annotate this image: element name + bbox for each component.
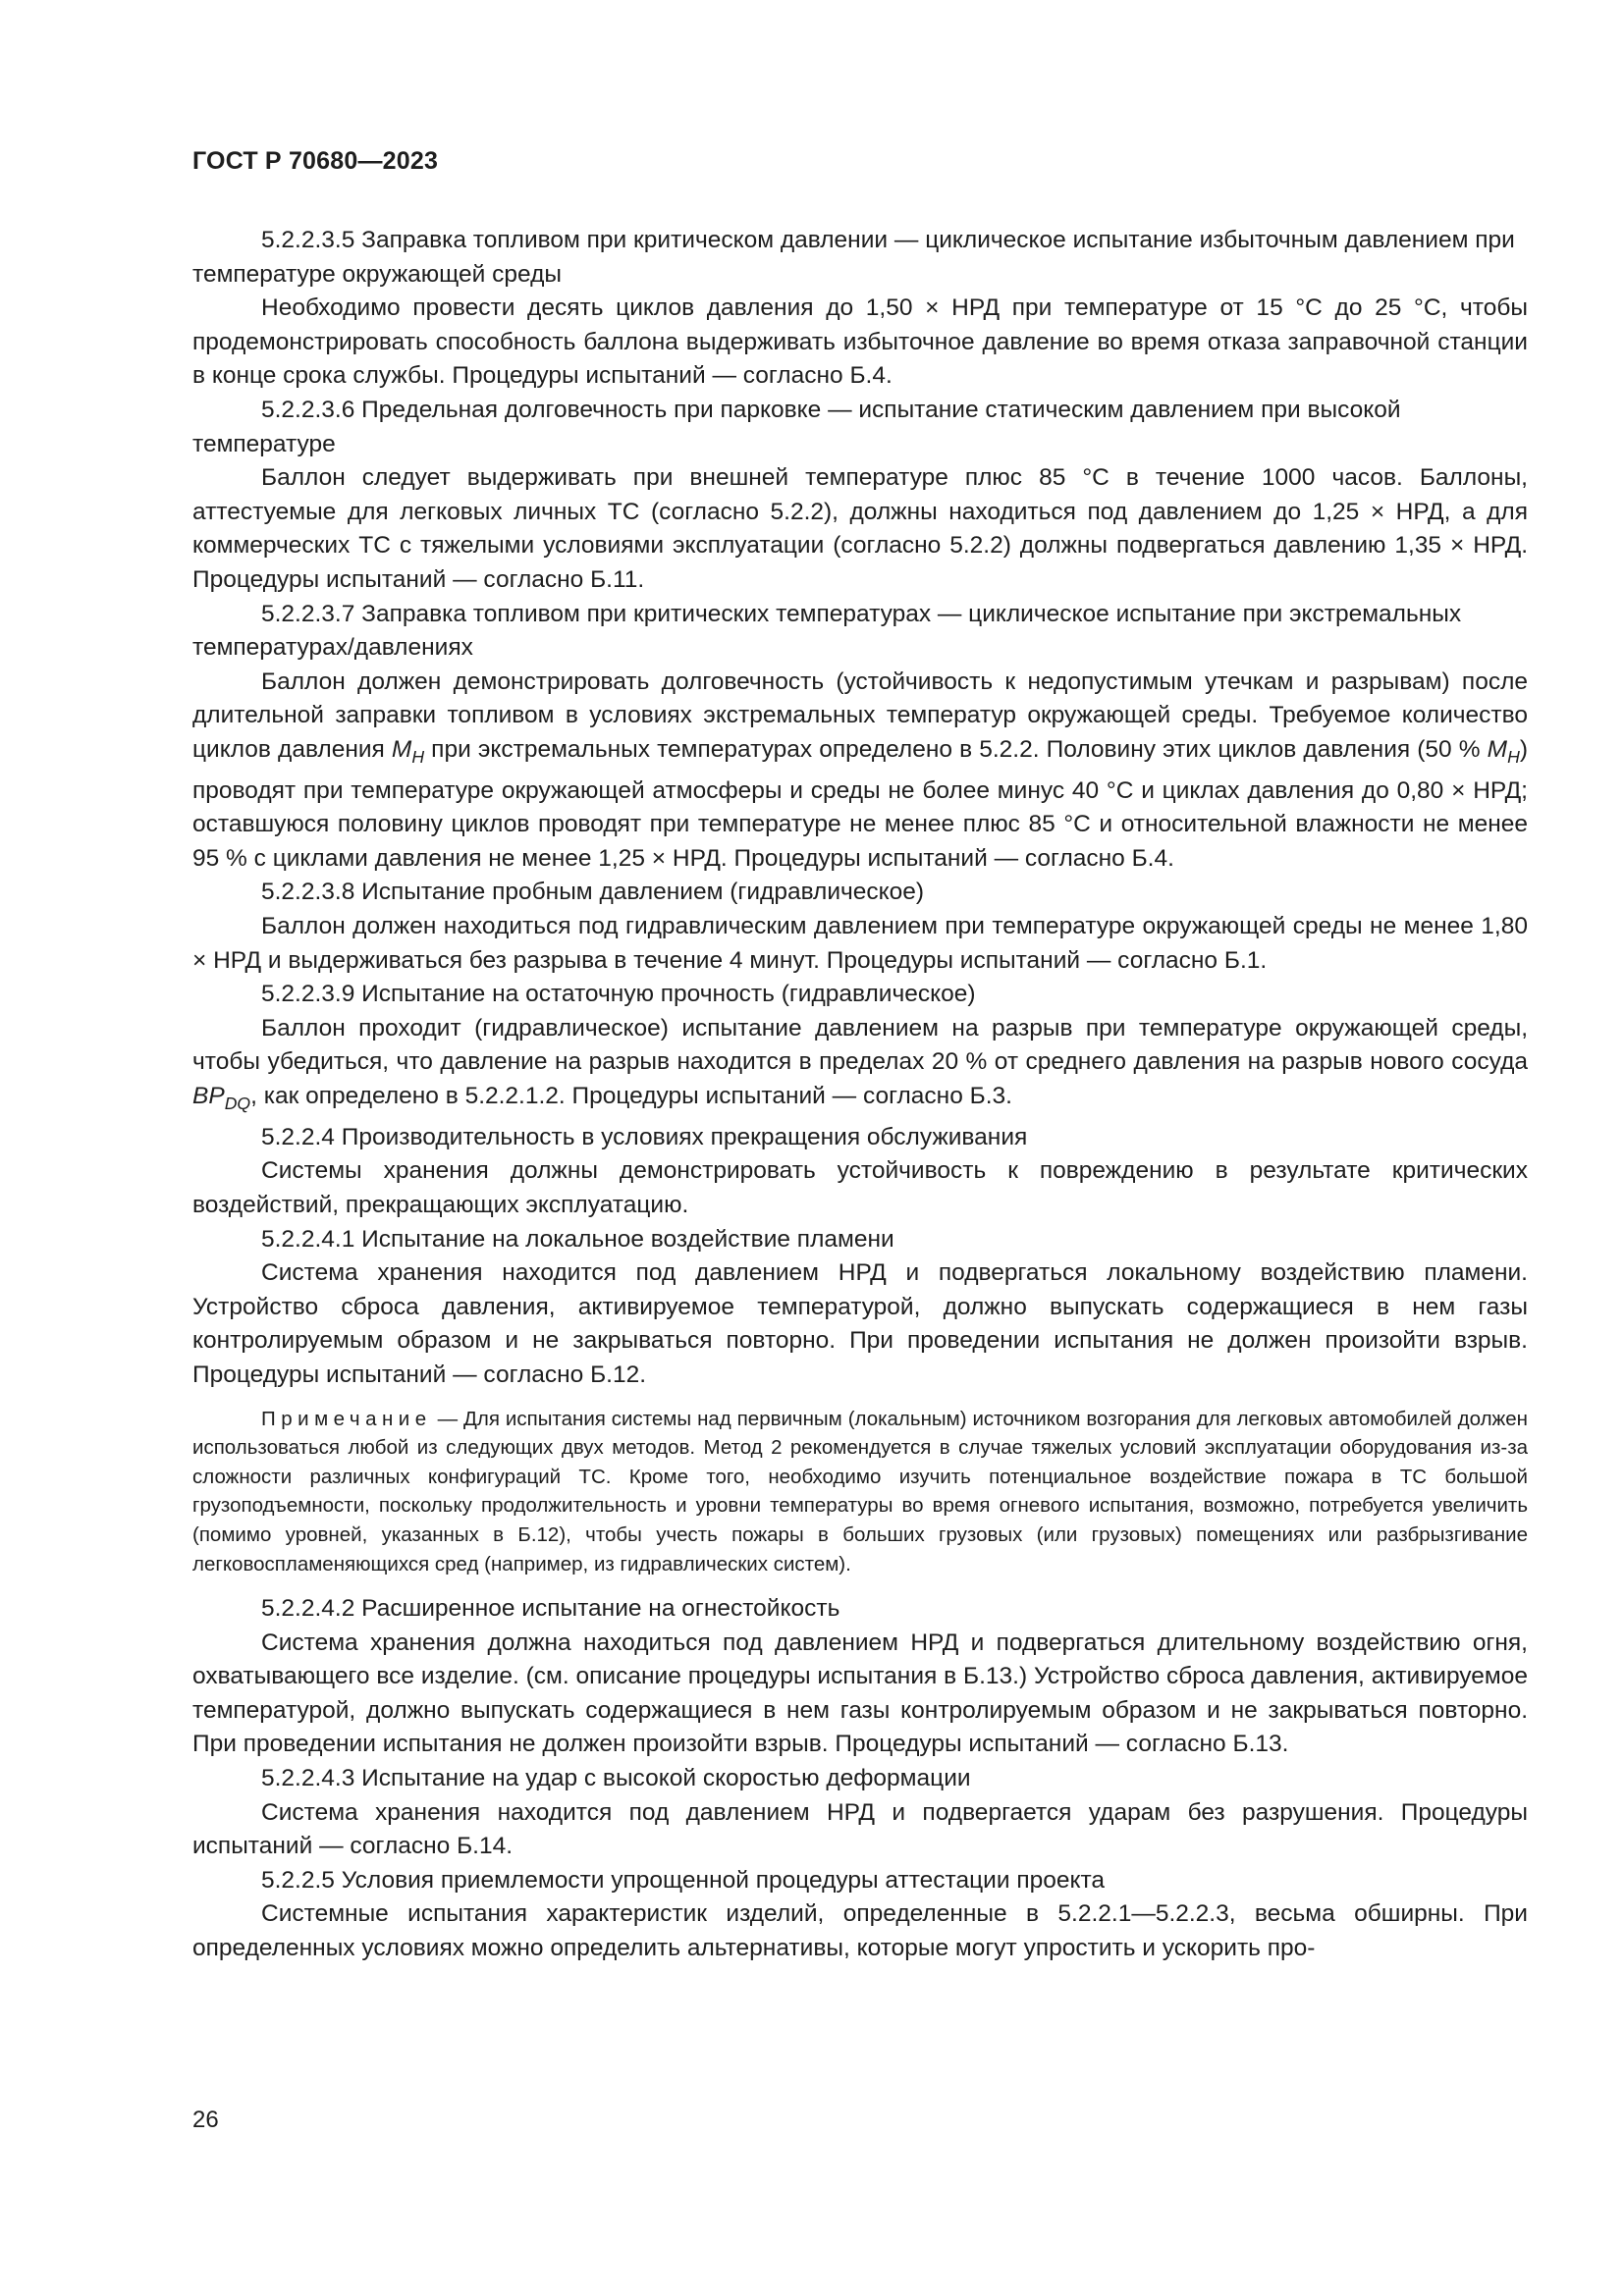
body-paragraph: Баллон следует выдерживать при внешней температуре плюс 85 °С в течение 1000 часов. Баллоны, аттестуемые для легковых личных ТС (согласно 5.2.2), должны находиться под давлением до 1,25 × НРД, а для коммерческих ТС с тяжелыми условиями эксплуатации (согласно 5.2.2) должны подвергаться давлению 1,35 × НРД. Процедуры испытаний — согласно Б.11. [192,464,1528,593]
body-paragraph: Система хранения должна находиться под давлением НРД и подвергаться длительному воздействию огня, охватывающего все изделие. (см. описание процедуры испытания в Б.13.) Устройство сброса давления, активируемое температурой, должно выпускать содержащиеся в нем газы контролируемым образом и не закрываться повторно. При проведении испытания не должен произойти взрыв. Процедуры испытаний — согласно Б.13. [192,1629,1528,1758]
subscript-h: H [1507,747,1520,768]
text-run: при экстремальных температурах определено в 5.2.2. Половину этих циклов давления (50 % [424,735,1488,763]
section-heading: 5.2.2.3.5 Заправка топливом при критическом давлении — циклическое испытание избыточным давлением при температуре окружающей среды [192,227,1515,288]
symbol-m: M [1487,735,1508,763]
symbol-bp: BP [192,1083,225,1110]
subscript-dq: DQ [224,1094,251,1114]
text-run: , как определено в 5.2.2.1.2. Процедуры испытаний — согласно Б.3. [250,1083,1012,1110]
note-text: — Для испытания системы над первичным (локальным) источником возгорания для легковых автомобилей должен использоваться любой из следующих двух методов. Метод 2 рекомендуется в случае тяжелых условий эксплуатации оборудования из-за сложности различных конфигураций ТС. Кроме того, необходимо изучить потенциальное воздействие пожара в ТС большой грузоподъемности, поскольку продолжительность и уровни температуры во время огневого испытания, возможно, потребуется увеличить (помимо уровней, указанных в Б.12), чтобы учесть пожары в больших грузовых (или грузовых) помещениях или разбрызгивание легковоспламеняющихся сред (например, из гидравлических систем). [192,1407,1528,1575]
body-paragraph: Система хранения находится под давлением НРД и подвергается ударам без разрушения. Процедуры испытаний — согласно Б.14. [192,1798,1528,1860]
body-paragraph: Система хранения находится под давлением НРД и подвергаться локальному воздействию пламени. Устройство сброса давления, активируемое температурой, должно выпускать содержащиеся в нем газы контролируемым образом и не закрываться повторно. При проведении испытания не должен произойти взрыв. Процедуры испытаний — согласно Б.12. [192,1259,1528,1388]
body-paragraph: Баллон должен находиться под гидравлическим давлением при температуре окружающей среды не менее 1,80 × НРД и выдерживаться без разрыва в течение 4 минут. Процедуры испытаний — согласно Б.1. [192,913,1528,974]
subscript-h: H [411,747,425,768]
section-heading: 5.2.2.3.7 Заправка топливом при критических температурах — циклическое испытание при экстремальных температурах/давлениях [192,600,1462,662]
body-paragraph [192,1012,1528,1121]
note-label: Примечание [261,1407,432,1430]
section-heading: 5.2.2.3.9 Испытание на остаточную прочность (гидравлическое) [261,981,976,1008]
body-paragraph: Необходимо провести десять циклов давления до 1,50 × НРД при температуре от 15 °С до 25 °С, чтобы продемонстрировать способность баллона выдерживать избыточное давление во время отказа заправочной станции в конце срока службы. Процедуры испытаний — согласно Б.4. [192,294,1528,390]
page-number: 26 [192,2107,219,2133]
section-heading: 5.2.2.4.1 Испытание на локальное воздействие пламени [261,1225,894,1253]
text-run: ) проводят при температуре окружающей атмосферы и среды не более минус 40 °С и циклах давления до 0,80 × НРД; оставшуюся половину циклов проводят при температуре не менее плюс 85 °С и относительной влажности не менее 95 % с циклами давления не менее 1,25 × НРД. Процедуры испытаний — согласно Б.4. [192,735,1528,872]
section-heading: 5.2.2.4.2 Расширенное испытание на огнестойкость [261,1595,840,1623]
body-paragraph [192,666,1528,877]
symbol-m: M [391,735,412,763]
body-paragraph: Системные испытания характеристик изделий, определенные в 5.2.2.1—5.2.2.3, весьма обширны. При определенных условиях можно определить альтернативы, которые могут упростить и ускорить про- [192,1900,1528,1962]
note-paragraph [192,1405,1528,1579]
section-heading: 5.2.2.3.8 Испытание пробным давлением (гидравлическое) [261,879,925,906]
section-heading: 5.2.2.4.3 Испытание на удар с высокой скоростью деформации [261,1765,971,1792]
section-heading: 5.2.2.3.6 Предельная долговечность при парковке — испытание статическим давлением при высокой температуре [192,396,1401,457]
text-run: Баллон должен демонстрировать долговечность (устойчивость к недопустимым утечкам и разрывам) после длительной заправки топливом в условиях экстремальных температур окружающей среды. Требуемое количество циклов давления [192,667,1528,763]
document-body [192,224,1528,1966]
section-heading: 5.2.2.5 Условия приемлемости упрощенной процедуры аттестации проекта [261,1866,1106,1894]
section-heading: 5.2.2.4 Производительность в условиях прекращения обслуживания [261,1123,1028,1150]
text-run: Баллон проходит (гидравлическое) испытание давлением на разрыв при температуре окружающей среды, чтобы убедиться, что давление на разрыв находится в пределах 20 % от среднего давления на разрыв нового сосуда [192,1014,1528,1076]
document-header: ГОСТ Р 70680—2023 [192,147,439,175]
body-paragraph: Системы хранения должны демонстрировать устойчивость к повреждению в результате критических воздействий, прекращающих эксплуатацию. [192,1157,1528,1218]
